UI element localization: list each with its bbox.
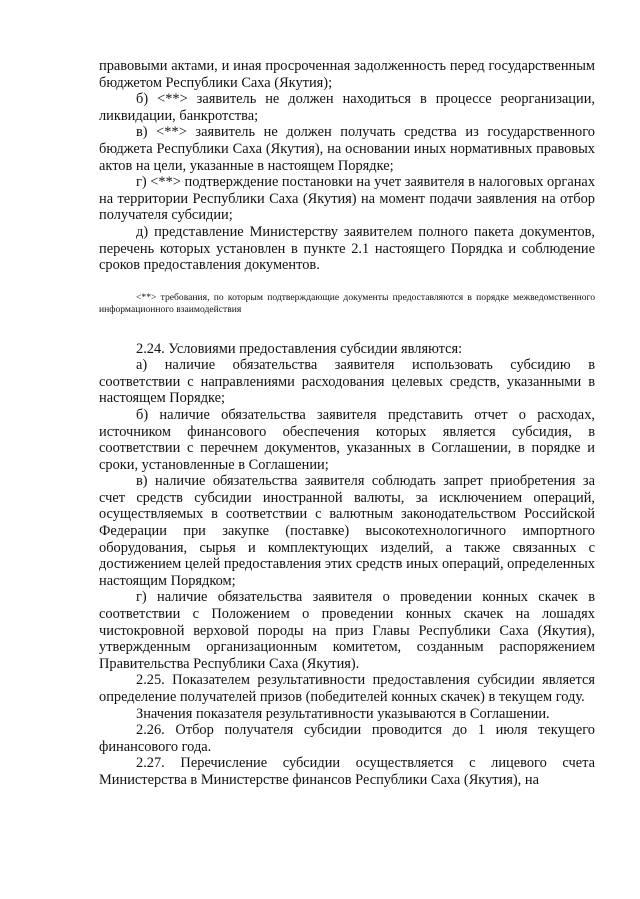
paragraph: 2.25. Показателем результативности предоставления субсидии является определение получателей призов (победителей конных скачек) в текущем году.	[99, 672, 595, 705]
paragraph: 2.26. Отбор получателя субсидии проводится до 1 июля текущего финансового года.	[99, 722, 595, 755]
paragraph: г) <**> подтверждение постановки на учет заявителя в налоговых органах на территории Республики Саха (Якутия) на момент подачи заявления на отбор получателя субсидии;	[99, 174, 596, 224]
paragraph: Значения показателя результативности указываются в Соглашении.	[136, 705, 550, 722]
paragraph: в) наличие обязательства заявителя соблюдать запрет приобретения за счет средств субсидии иностранной валюты, за исключением операций, осуществляемых в соответствии с валютным законодательством Российской Федерации при закупке (поставке) высокотехнологичного импортного оборудования, сырья и комплектующих изделий, а также связанных с достижением целей предоставления этих средств иных операций, определенных настоящим Порядком;	[99, 473, 595, 589]
paragraph: г) наличие обязательства заявителя о проведении конных скачек в соответствии с Положением о проведении конных скачек на лошадях чистокровной верховой породы на приз Главы Республики Саха (Якутия), утвержденным организационным комитетом, созданным распоряжением Правительства Республики Саха (Якутия).	[99, 589, 595, 672]
paragraph: б) наличие обязательства заявителя представить отчет о расходах, источником финансового обеспечения которых является субсидия, в соответствии с перечнем документов, указанных в Соглашении, в порядке и сроки, установленные в Соглашении;	[99, 406, 595, 473]
paragraph: д) представление Министерству заявителем полного пакета документов, перечень которых установлен в пункте 2.1 настоящего Порядка и соблюдение сроков предоставления документов.	[99, 223, 595, 274]
spacer	[99, 317, 595, 341]
section-heading: 2.24. Условиями предоставления субсидии являются:	[136, 340, 463, 357]
footnote: <**> требования, по которым подтверждающие документы предоставляются в порядке межведомственного информационного взаимодействия	[99, 291, 595, 316]
paragraph: а) наличие обязательства заявителя использовать субсидию в соответствии с направлениями расходования целевых средств, указанными в настоящем Порядке;	[99, 357, 595, 407]
paragraph: 2.27. Перечисление субсидии осуществляется с лицевого счета Министерства в Министерстве финансов Республики Саха (Якутия), на	[99, 755, 595, 788]
paragraph: б) <**> заявитель не должен находиться в процессе реорганизации, ликвидации, банкротства;	[99, 91, 595, 124]
spacer	[99, 274, 595, 292]
paragraph: правовыми актами, и иная просроченная задолженность перед государственным бюджетом Республики Саха (Якутия);	[99, 58, 595, 91]
paragraph: в) <**> заявитель не должен получать средства из государственного бюджета Республики Саха (Якутия), на основании иных нормативных правовых актов на цели, указанные в настоящем Порядке;	[99, 124, 595, 174]
